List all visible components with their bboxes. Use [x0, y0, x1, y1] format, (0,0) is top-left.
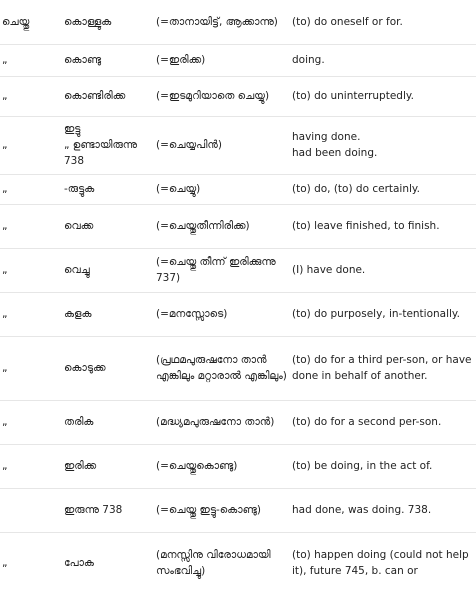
auxiliary-cell: -രുട്ടുക: [64, 183, 95, 195]
meaning-cell: (=ചെയ്യു): [156, 183, 201, 195]
auxiliary-cell: കളക: [64, 308, 92, 320]
meaning-cell: (=ഇരിക്ക): [156, 54, 206, 66]
table-row: [0, 336, 476, 400]
auxiliary-cell: തരിക: [64, 416, 94, 428]
auxiliary-line: „ ഉണ്ടായിരുന്നു: [64, 139, 138, 151]
translation-line: having done.: [292, 131, 361, 143]
translation-cell: (to) be doing, in the act of.: [292, 460, 433, 472]
meaning-cell: (=മനസ്സോടെ): [156, 308, 228, 320]
auxiliary-line: 738: [64, 155, 85, 167]
translation-cell: (to) do oneself or for.: [292, 15, 403, 28]
translation-cell: (to) happen doing (could not help it), future 745, b. can or: [292, 549, 469, 578]
meaning-cell: (=ചെയ്തുതീന്നിരിക്ക): [156, 220, 250, 232]
table-row: [0, 488, 476, 532]
translation-cell: (to) do, (to) do certainly.: [292, 183, 420, 195]
auxiliary-cell: കൊണ്ടിരിക്ക: [64, 90, 126, 102]
translation-cell: doing.: [292, 54, 325, 66]
meaning-cell: (=ചെയ്തു തീന്ന് ഇരിക്കുന്നു 737): [156, 256, 276, 284]
ditto-cell: [0, 488, 62, 532]
table-row: [0, 76, 476, 116]
meaning-cell: (മനസ്സിനു വിരോധമായി സംഭവിച്ചു): [156, 549, 271, 578]
table-row: [0, 292, 476, 336]
table-row: [0, 532, 476, 594]
ditto-cell: „: [2, 54, 8, 66]
table-row: [0, 0, 476, 44]
auxiliary-cell: പോക: [64, 557, 94, 570]
auxiliary-cell: കൊടുക്ക: [64, 362, 106, 374]
meaning-cell: (=ഇടമുറിയാതെ ചെയ്യു): [156, 90, 270, 102]
translation-cell: (to) do purposely, in-tentionally.: [292, 308, 460, 320]
translation-cell: [290, 116, 476, 174]
auxiliary-cell: കൊണ്ടു: [64, 54, 102, 66]
auxiliary-cell: കൊള്ളുക: [64, 15, 112, 28]
meaning-cell: (മദ്ധ്യമപുരുഷനോ താൻ): [156, 416, 275, 428]
table-row: [0, 116, 476, 174]
ditto-cell: „: [2, 264, 8, 276]
auxiliary-cell: ഇരുന്നു 738: [64, 504, 123, 516]
meaning-cell: (=താനായിട്ട്, ആക്കാന്നു): [156, 15, 278, 28]
ditto-cell: „: [2, 139, 8, 151]
table-row: [0, 204, 476, 248]
auxiliary-line: ഇട്ടു: [64, 123, 81, 135]
verb-cell: ചെയ്തു: [2, 15, 30, 28]
meaning-cell: (പ്രഥമപുരുഷനോ താൻ എങ്കിലും മറ്റാരാൽ എങ്കിലും): [156, 354, 287, 382]
meaning-cell: (=ചെയ്തുകൊണ്ടു): [156, 460, 238, 472]
ditto-cell: „: [2, 183, 8, 195]
auxiliary-cell: വെക്ക: [64, 220, 94, 232]
table-row: [0, 400, 476, 444]
translation-cell: (to) leave finished, to finish.: [292, 220, 440, 232]
ditto-cell: „: [2, 220, 8, 232]
ditto-cell: „: [2, 90, 8, 102]
table-row: [0, 174, 476, 204]
table-row: [0, 444, 476, 488]
ditto-cell: „: [2, 460, 8, 472]
auxiliary-cell: [62, 116, 154, 174]
table-row: [0, 248, 476, 292]
table-row: [0, 44, 476, 76]
ditto-cell: „: [2, 557, 8, 570]
auxiliary-cell: ഇരിക്ക: [64, 460, 97, 472]
translation-cell: (to) do for a second per-son.: [292, 416, 442, 428]
translation-cell: had done, was doing. 738.: [292, 504, 432, 516]
translation-cell: (to) do uninterruptedly.: [292, 90, 414, 102]
auxiliary-cell: വെച്ചു: [64, 264, 90, 276]
meaning-cell: (=ചെയ്തു ഇട്ടു-കൊണ്ടു): [156, 504, 261, 516]
translation-cell: (to) do for a third per-son, or have done in behalf of another.: [292, 354, 472, 382]
meaning-cell: (=ചെയ്യപിൻ): [156, 139, 222, 151]
ditto-cell: „: [2, 308, 8, 320]
ditto-cell: „: [2, 362, 8, 374]
translation-cell: (I) have done.: [292, 264, 366, 276]
ditto-cell: „: [2, 416, 8, 428]
translation-line: had been doing.: [292, 147, 378, 159]
